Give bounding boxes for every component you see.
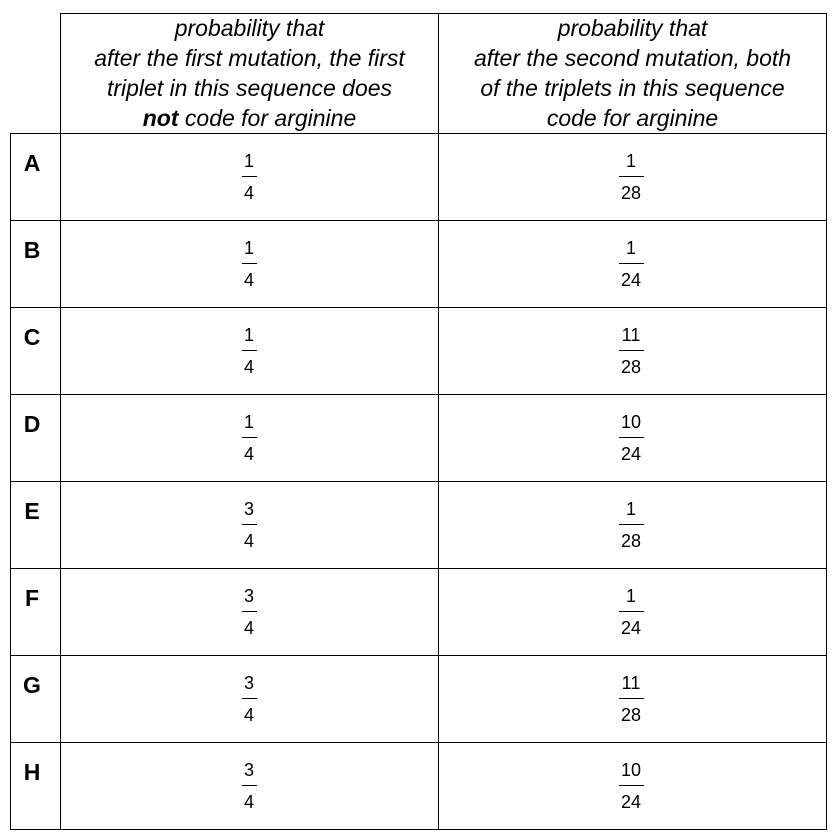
fraction [219, 499, 279, 551]
fraction-numerator: 3 [243, 760, 254, 780]
fraction-bar [242, 176, 257, 177]
fraction [601, 412, 661, 464]
column-header-line [558, 13, 708, 43]
fraction [219, 238, 279, 290]
row-label-a: A [23, 150, 41, 176]
column-header-line [175, 13, 325, 43]
row-divider [10, 742, 827, 743]
fraction-bar [619, 263, 644, 264]
header-text: probability that [174, 15, 325, 41]
fraction [219, 673, 279, 725]
header-text: probability that [557, 15, 708, 41]
fraction [219, 151, 279, 203]
column-header-line [107, 73, 392, 103]
fraction-numerator: 11 [621, 325, 641, 345]
column-1-left-border [60, 13, 61, 830]
fraction-denominator: 24 [620, 270, 642, 290]
fraction-bar [619, 611, 644, 612]
fraction-denominator: 24 [620, 444, 642, 464]
fraction-denominator: 4 [243, 183, 254, 203]
row-label-c: C [23, 324, 41, 350]
fraction-denominator: 4 [243, 444, 254, 464]
fraction [601, 673, 661, 725]
fraction-denominator: 4 [243, 792, 254, 812]
fraction-denominator: 28 [620, 531, 642, 551]
fraction-numerator: 1 [243, 325, 254, 345]
fraction-bar [242, 437, 257, 438]
row-label-g: G [23, 672, 41, 698]
row-divider [10, 307, 827, 308]
column-header-line [94, 43, 405, 73]
header-bottom-border [10, 133, 827, 134]
fraction [601, 586, 661, 638]
fraction-bar [619, 350, 644, 351]
fraction-bar [619, 437, 644, 438]
fraction [601, 238, 661, 290]
fraction [601, 151, 661, 203]
fraction-numerator: 1 [625, 586, 636, 606]
fraction-denominator: 24 [620, 792, 642, 812]
fraction-numerator: 3 [243, 586, 254, 606]
fraction-bar [619, 524, 644, 525]
column-header-line [143, 103, 357, 133]
column-header-2 [439, 14, 826, 132]
fraction-numerator: 1 [625, 499, 636, 519]
column-header-line [547, 103, 718, 133]
fraction-denominator: 4 [243, 531, 254, 551]
fraction-numerator: 10 [620, 412, 642, 432]
row-divider [10, 481, 827, 482]
fraction [219, 325, 279, 377]
fraction-numerator: 3 [243, 499, 254, 519]
fraction-numerator: 1 [625, 238, 636, 258]
row-label-f: F [24, 585, 40, 611]
fraction-numerator: 1 [243, 412, 254, 432]
emphasis-text: not [142, 105, 179, 131]
fraction-numerator: 1 [625, 151, 636, 171]
row-label-d: D [23, 411, 41, 437]
fraction-denominator: 24 [620, 618, 642, 638]
fraction-bar [619, 785, 644, 786]
fraction-denominator: 4 [243, 618, 254, 638]
fraction [601, 499, 661, 551]
fraction [219, 412, 279, 464]
fraction-denominator: 28 [620, 705, 642, 725]
row-label-e: E [24, 498, 40, 524]
fraction-numerator: 1 [243, 238, 254, 258]
header-text: code for arginine [178, 105, 357, 131]
row-label-b: B [23, 237, 41, 263]
row-label-h: H [23, 759, 41, 785]
header-text: after the second mutation, both [473, 45, 792, 71]
fraction-bar [242, 263, 257, 264]
fraction-bar [619, 176, 644, 177]
row-divider [10, 394, 827, 395]
header-text: code for arginine [546, 105, 719, 131]
fraction [219, 760, 279, 812]
column-header-1 [61, 14, 438, 132]
row-divider [10, 220, 827, 221]
row-divider [10, 829, 827, 830]
column-2-left-border [438, 13, 439, 830]
header-text: after the first mutation, the first [94, 45, 405, 71]
column-header-line [480, 73, 784, 103]
fraction-denominator: 4 [243, 705, 254, 725]
fraction-bar [242, 524, 257, 525]
column-header-line [474, 43, 791, 73]
fraction-numerator: 1 [243, 151, 254, 171]
table-right-border [826, 13, 827, 830]
fraction [601, 325, 661, 377]
fraction-numerator: 10 [620, 760, 642, 780]
row-divider [10, 568, 827, 569]
fraction-denominator: 4 [243, 270, 254, 290]
fraction-bar [242, 698, 257, 699]
fraction-numerator: 11 [621, 673, 641, 693]
header-text: triplet in this sequence does [106, 75, 393, 101]
fraction-denominator: 4 [243, 357, 254, 377]
row-divider [10, 655, 827, 656]
fraction-bar [242, 611, 257, 612]
label-column-left-border [10, 133, 11, 830]
header-text: of the triplets in this sequence [480, 75, 785, 101]
fraction-numerator: 3 [243, 673, 254, 693]
fraction [601, 760, 661, 812]
fraction-bar [242, 785, 257, 786]
fraction-bar [242, 350, 257, 351]
fraction-denominator: 28 [620, 183, 642, 203]
fraction-denominator: 28 [620, 357, 642, 377]
fraction [219, 586, 279, 638]
fraction-bar [619, 698, 644, 699]
